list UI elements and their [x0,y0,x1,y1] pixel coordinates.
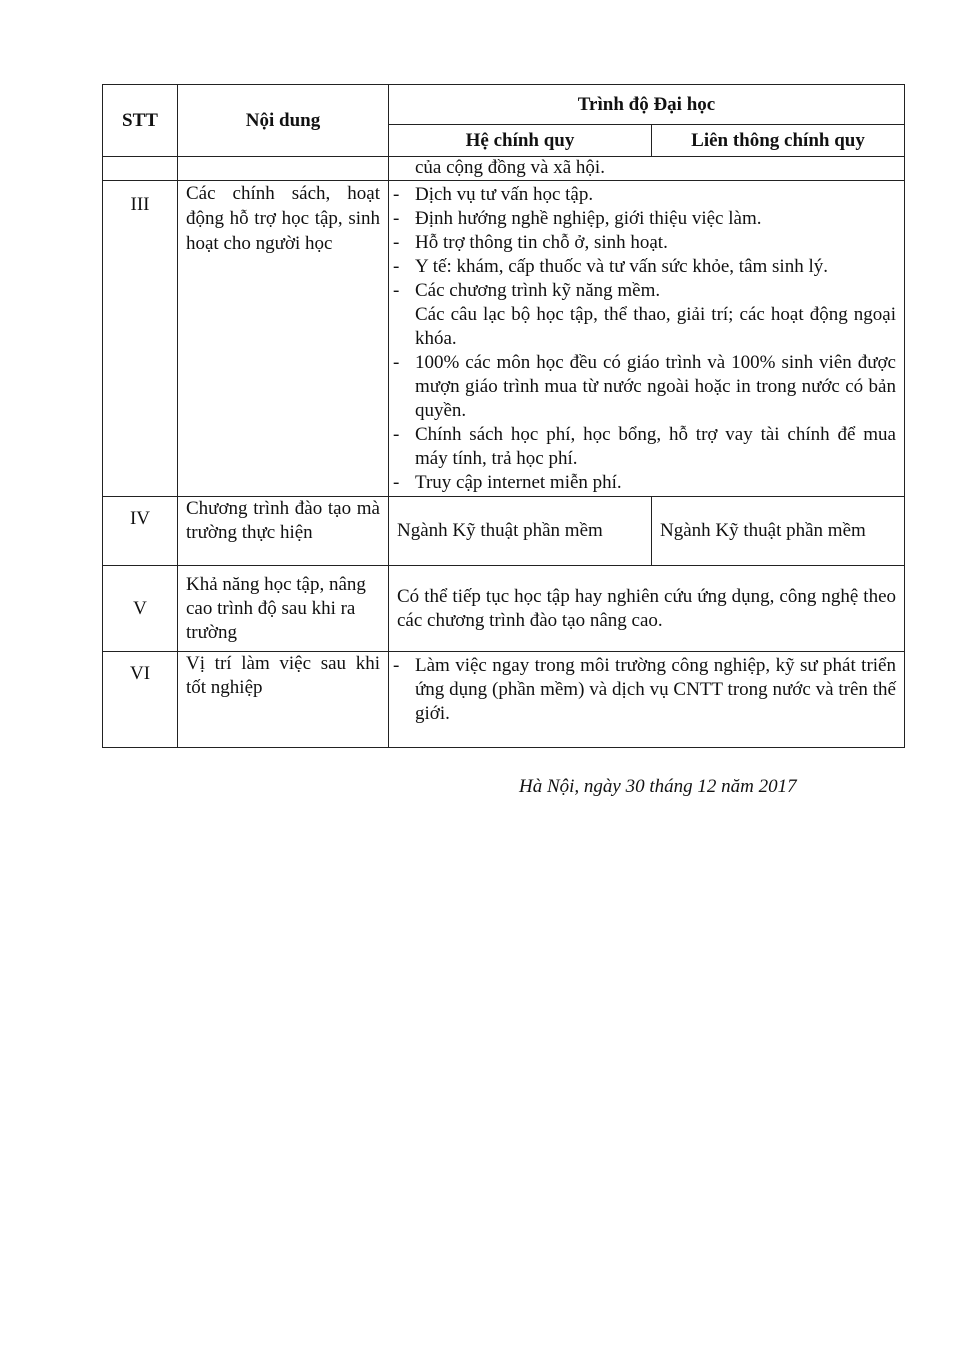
program-lien-thong: Ngành Kỹ thuật phần mềm [660,520,866,541]
row-stt: V [103,566,178,652]
row-title: Các chính sách, hoạt động hỗ trợ học tập, sinh hoạt cho người học [178,181,389,497]
list-item: - Các chương trình kỹ năng mềm. [415,279,896,303]
row-title: Chương trình đào tạo mà trường thực hiện [178,497,389,566]
row-stt: IV [103,497,178,566]
table-row-continuation [103,157,905,181]
program-he-chinh-quy: Ngành Kỹ thuật phần mềm [397,520,603,541]
continuation-text: của cộng đồng và xã hội. [415,157,605,178]
list-item: - Truy cập internet miễn phí. [415,471,896,495]
list-item: - Chính sách học phí, học bổng, hỗ trợ vay tài chính để mua máy tính, trả học phí. [415,423,896,471]
row-stt: III [103,181,178,497]
list-item: - Y tế: khám, cấp thuốc và tư vấn sức khỏe, tâm sinh lý. [415,255,896,279]
job-list [389,654,904,726]
header-noi-dung: Nội dung [178,85,389,157]
signature-date: Hà Nội, ngày 30 tháng 12 năm 2017 [519,776,797,797]
support-list [389,183,904,495]
table-row-iii [103,181,905,497]
header-stt: STT [103,85,178,157]
header-trinh-do: Trình độ Đại học [389,85,905,125]
list-item: - Định hướng nghề nghiệp, giới thiệu việc làm. [415,207,896,231]
header-lien-thong: Liên thông chính quy [652,125,905,157]
row-title: Vị trí làm việc sau khi tốt nghiệp [178,652,389,748]
header-he-chinh-quy: Hệ chính quy [389,125,652,157]
list-item: - Dịch vụ tư vấn học tập. [415,183,896,207]
row-content: Có thể tiếp tục học tập hay nghiên cứu ứng dụng, công nghệ theo các chương trình đào tạo nâng cao. [389,566,905,652]
list-item: - Làm việc ngay trong môi trường công nghiệp, kỹ sư phát triển ứng dụng (phần mềm) và dịch vụ CNTT trong nước và trên thế giới. [415,654,896,726]
info-table [102,84,905,748]
table-row-iv [103,497,905,566]
row-stt: VI [103,652,178,748]
row-title: Khả năng học tập, nâng cao trình độ sau khi ra trường [178,566,389,652]
list-item: - 100% các môn học đều có giáo trình và 100% sinh viên được mượn giáo trình mua từ nước ngoài hoặc in trong nước có bản quyền. [415,351,896,423]
table-row-vi [103,652,905,748]
list-item: Các câu lạc bộ học tập, thể thao, giải trí; các hoạt động ngoại khóa. [415,304,896,349]
list-item: - Hỗ trợ thông tin chỗ ở, sinh hoạt. [415,231,896,255]
table-row-v [103,566,905,652]
